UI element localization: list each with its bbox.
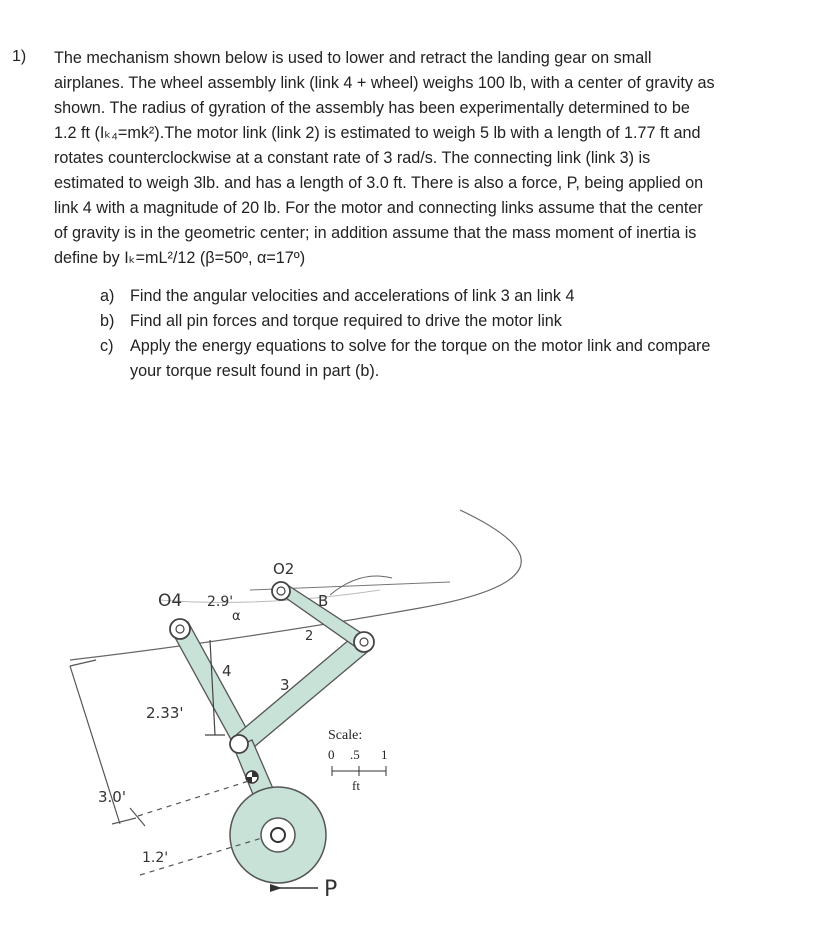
part-label: b) — [100, 312, 115, 330]
dim-tick — [130, 808, 145, 826]
problem-statement — [54, 46, 779, 271]
statement-line: shown. The radius of gyration of the assembly has been experimentally determined to be — [54, 99, 690, 117]
part-text: Apply the energy equations to solve for the torque on the motor link and compare — [130, 337, 711, 355]
label-dim-29: 2.9' — [207, 594, 234, 610]
dim-tick — [112, 818, 136, 824]
statement-line: airplanes. The wheel assembly link (link 4 + wheel) weighs 100 lb, with a center of gravity as — [54, 74, 715, 92]
statement-line: of gravity is in the geometric center; in addition assume that the mass moment of inertia is — [54, 224, 697, 242]
dim-tick — [70, 660, 96, 666]
part-text: Find the angular velocities and accelerations of link 3 an link 4 — [130, 287, 575, 305]
statement-line: estimated to weigh 3lb. and has a length of 3.0 ft. There is also a force, P, being applied on — [54, 174, 704, 192]
statement-line: rotates counterclockwise at a constant rate of 3 rad/s. The connecting link (link 3) is — [54, 149, 651, 167]
wheel-hub — [261, 818, 295, 852]
label-o2: O2 — [273, 560, 295, 578]
label-o4: O4 — [158, 591, 183, 611]
scale-unit: ft — [352, 778, 360, 793]
pin-o4 — [170, 619, 190, 639]
force-p-arrowhead — [270, 884, 282, 892]
pin-lower — [230, 735, 248, 753]
label-link2: 2 — [305, 629, 314, 644]
part-b — [100, 309, 790, 334]
statement-line: 1.2 ft (Iₖ₄=mk²).The motor link (link 2) is estimated to weigh 5 lb with a length of 1.77 ft and — [54, 124, 701, 142]
pin-b — [354, 632, 374, 652]
label-dim-12: 1.2' — [142, 850, 169, 866]
problem-number: 1) — [12, 48, 27, 65]
scale-title: Scale: — [328, 728, 363, 743]
label-alpha: α — [232, 609, 241, 624]
mechanism-figure — [0, 490, 817, 934]
part-text: Find all pin forces and torque required to drive the motor link — [130, 312, 562, 330]
label-dim-30: 3.0' — [98, 788, 126, 806]
scale-tick-0: 0 — [328, 747, 335, 762]
link-4 — [172, 622, 250, 745]
cg-dashed-line — [138, 780, 252, 816]
part-a — [100, 284, 790, 309]
label-dim-233: 2.33' — [146, 704, 184, 722]
part-c — [100, 334, 790, 384]
pin-o2 — [272, 582, 290, 600]
problem-parts — [100, 284, 790, 384]
mechanism-diagram — [0, 490, 817, 934]
scale-tick-half: .5 — [350, 747, 360, 762]
statement-line: link 4 with a magnitude of 20 lb. For the motor and connecting links assume that the center — [54, 199, 703, 217]
part-text-continued: your torque result found in part (b). — [130, 362, 380, 380]
label-link3: 3 — [280, 676, 290, 694]
statement-line: define by Iₖ=mL²/12 (β=50º, α=17º) — [54, 249, 306, 267]
label-beta: B — [318, 592, 329, 610]
statement-line: The mechanism shown below is used to lower and retract the landing gear on small — [54, 49, 652, 67]
label-force-p: P — [324, 877, 338, 902]
label-link4: 4 — [222, 662, 232, 680]
part-label: c) — [100, 337, 114, 355]
scale-tick-1: 1 — [381, 747, 388, 762]
part-label: a) — [100, 287, 115, 305]
fuselage-curve — [70, 510, 521, 660]
